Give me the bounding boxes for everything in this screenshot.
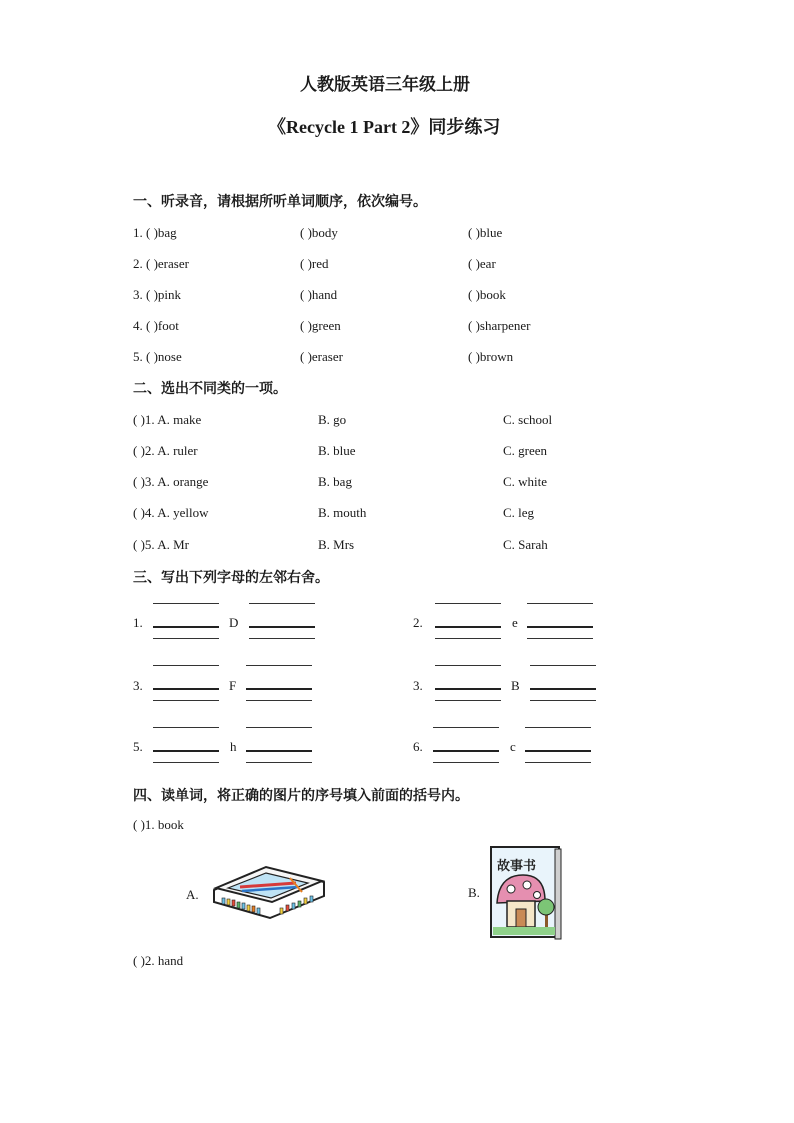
- s2-r5-c3: C. Sarah: [503, 537, 548, 552]
- s1-r4-c1: 4. ( )foot: [133, 318, 179, 333]
- s3-item5-letter: h: [230, 739, 237, 754]
- s3-item4-left-line-top: [435, 665, 501, 666]
- s3-item3-left-line-top: [153, 665, 219, 666]
- s3-item6-num: 6.: [413, 739, 423, 754]
- s2-r3-c2: B. bag: [318, 474, 352, 489]
- s1-r2-c3: ( )ear: [468, 256, 496, 271]
- s3-item3-left-line-mid: [153, 688, 219, 690]
- s3-item1-letter: D: [229, 615, 239, 630]
- s3-item1-left-line-mid: [153, 626, 219, 628]
- s1-r5-c2: ( )eraser: [300, 349, 343, 364]
- s1-r4-c3: ( )sharpener: [468, 318, 531, 333]
- s3-item4-left-line-mid: [435, 688, 501, 690]
- s3-item6-right-line-mid: [525, 750, 591, 752]
- s2-r5-c2: B. Mrs: [318, 537, 355, 552]
- s3-item1-num: 1.: [133, 615, 143, 630]
- s3-item5-right-line-bot: [246, 762, 312, 763]
- s3-item6-left-line-top: [433, 727, 499, 728]
- s2-r4-c1: ( )4. A. yellow: [133, 505, 209, 520]
- s3-item2-right-line-bot: [527, 638, 593, 639]
- s3-item6-letter: c: [510, 739, 516, 754]
- s2-r3-c1: ( )3. A. orange: [133, 474, 209, 489]
- s3-item3-letter: F: [229, 678, 237, 693]
- s1-r3-c1: 3. ( )pink: [133, 287, 182, 302]
- s2-r2-c1: ( )2. A. ruler: [133, 443, 198, 458]
- s3-item3-right-line-bot: [246, 700, 312, 701]
- s4-option-b-label: B.: [468, 885, 480, 900]
- s3-item4-right-line-bot: [530, 700, 596, 701]
- s2-r4-c2: B. mouth: [318, 505, 367, 520]
- s1-r3-c2: ( )hand: [300, 287, 338, 302]
- s2-r1-c1: ( )1. A. make: [133, 412, 202, 427]
- s3-item4-letter: B: [511, 678, 520, 693]
- s3-item2-num: 2.: [413, 615, 423, 630]
- s3-item6-right-line-bot: [525, 762, 591, 763]
- section-4-heading: 四、读单词，将正确的图片的序号填入前面的括号内。: [133, 788, 469, 804]
- s3-item4-num: 3.: [413, 678, 423, 693]
- s3-item2-left-line-bot: [435, 638, 501, 639]
- s3-item2-left-line-mid: [435, 626, 501, 628]
- s1-r5-c3: ( )brown: [468, 349, 514, 364]
- s2-r1-c2: B. go: [318, 412, 347, 427]
- section-3-heading: 三、写出下列字母的左邻右舍。: [133, 570, 329, 586]
- s3-item6-left-line-bot: [433, 762, 499, 763]
- s1-r2-c1: 2. ( )eraser: [133, 256, 189, 271]
- s2-r2-c2: B. blue: [318, 443, 356, 458]
- s1-r5-c1: 5. ( )nose: [133, 349, 182, 364]
- s2-r5-c1: ( )5. A. Mr: [133, 537, 189, 552]
- s3-item2-left-line-top: [435, 603, 501, 604]
- s4-option-a-label: A.: [186, 887, 199, 902]
- section-2-heading: 二、选出不同类的一项。: [133, 381, 287, 397]
- s3-item2-letter: e: [512, 615, 518, 630]
- s3-item3-left-line-bot: [153, 700, 219, 701]
- s1-r1-c1: 1. ( )bag: [133, 225, 177, 240]
- s3-item1-right-line-mid: [249, 626, 315, 628]
- s3-item2-right-line-top: [527, 603, 593, 604]
- s3-item3-right-line-top: [246, 665, 312, 666]
- page-title: 人教版英语三年级上册: [300, 75, 470, 95]
- s2-r3-c3: C. white: [503, 474, 548, 489]
- s3-item4-left-line-bot: [435, 700, 501, 701]
- s3-item3-right-line-mid: [246, 688, 312, 690]
- s3-item4-right-line-mid: [530, 688, 596, 690]
- s3-item5-left-line-mid: [153, 750, 219, 752]
- s3-item2-right-line-mid: [527, 626, 593, 628]
- s2-r4-c3: C. leg: [503, 505, 535, 520]
- s1-r3-c3: ( )book: [468, 287, 506, 302]
- s2-r1-c3: C. school: [503, 412, 553, 427]
- s2-r2-c3: C. green: [503, 443, 548, 458]
- s1-r4-c2: ( )green: [300, 318, 341, 333]
- s4-q2: ( )2. hand: [133, 953, 184, 968]
- s3-item5-right-line-mid: [246, 750, 312, 752]
- s3-item1-left-line-top: [153, 603, 219, 604]
- s3-item5-left-line-top: [153, 727, 219, 728]
- page-subtitle: 《Recycle 1 Part 2》同步练习: [268, 117, 501, 137]
- s3-item1-left-line-bot: [153, 638, 219, 639]
- s3-item5-num: 5.: [133, 739, 143, 754]
- pencil-case-image: [208, 862, 330, 922]
- s3-item6-left-line-mid: [433, 750, 499, 752]
- s3-item6-right-line-top: [525, 727, 591, 728]
- s1-r1-c3: ( )blue: [468, 225, 503, 240]
- s3-item3-num: 3.: [133, 678, 143, 693]
- section-1-heading: 一、听录音，请根据所听单词顺序，依次编号。: [133, 194, 427, 210]
- s3-item1-right-line-bot: [249, 638, 315, 639]
- s1-r1-c2: ( )body: [300, 225, 338, 240]
- s1-r2-c2: ( )red: [300, 256, 329, 271]
- s3-item5-left-line-bot: [153, 762, 219, 763]
- s3-item5-right-line-top: [246, 727, 312, 728]
- s3-item1-right-line-top: [249, 603, 315, 604]
- s3-item4-right-line-top: [530, 665, 596, 666]
- s4-q1: ( )1. book: [133, 817, 184, 832]
- story-book-cover-title: 故事书: [497, 859, 537, 874]
